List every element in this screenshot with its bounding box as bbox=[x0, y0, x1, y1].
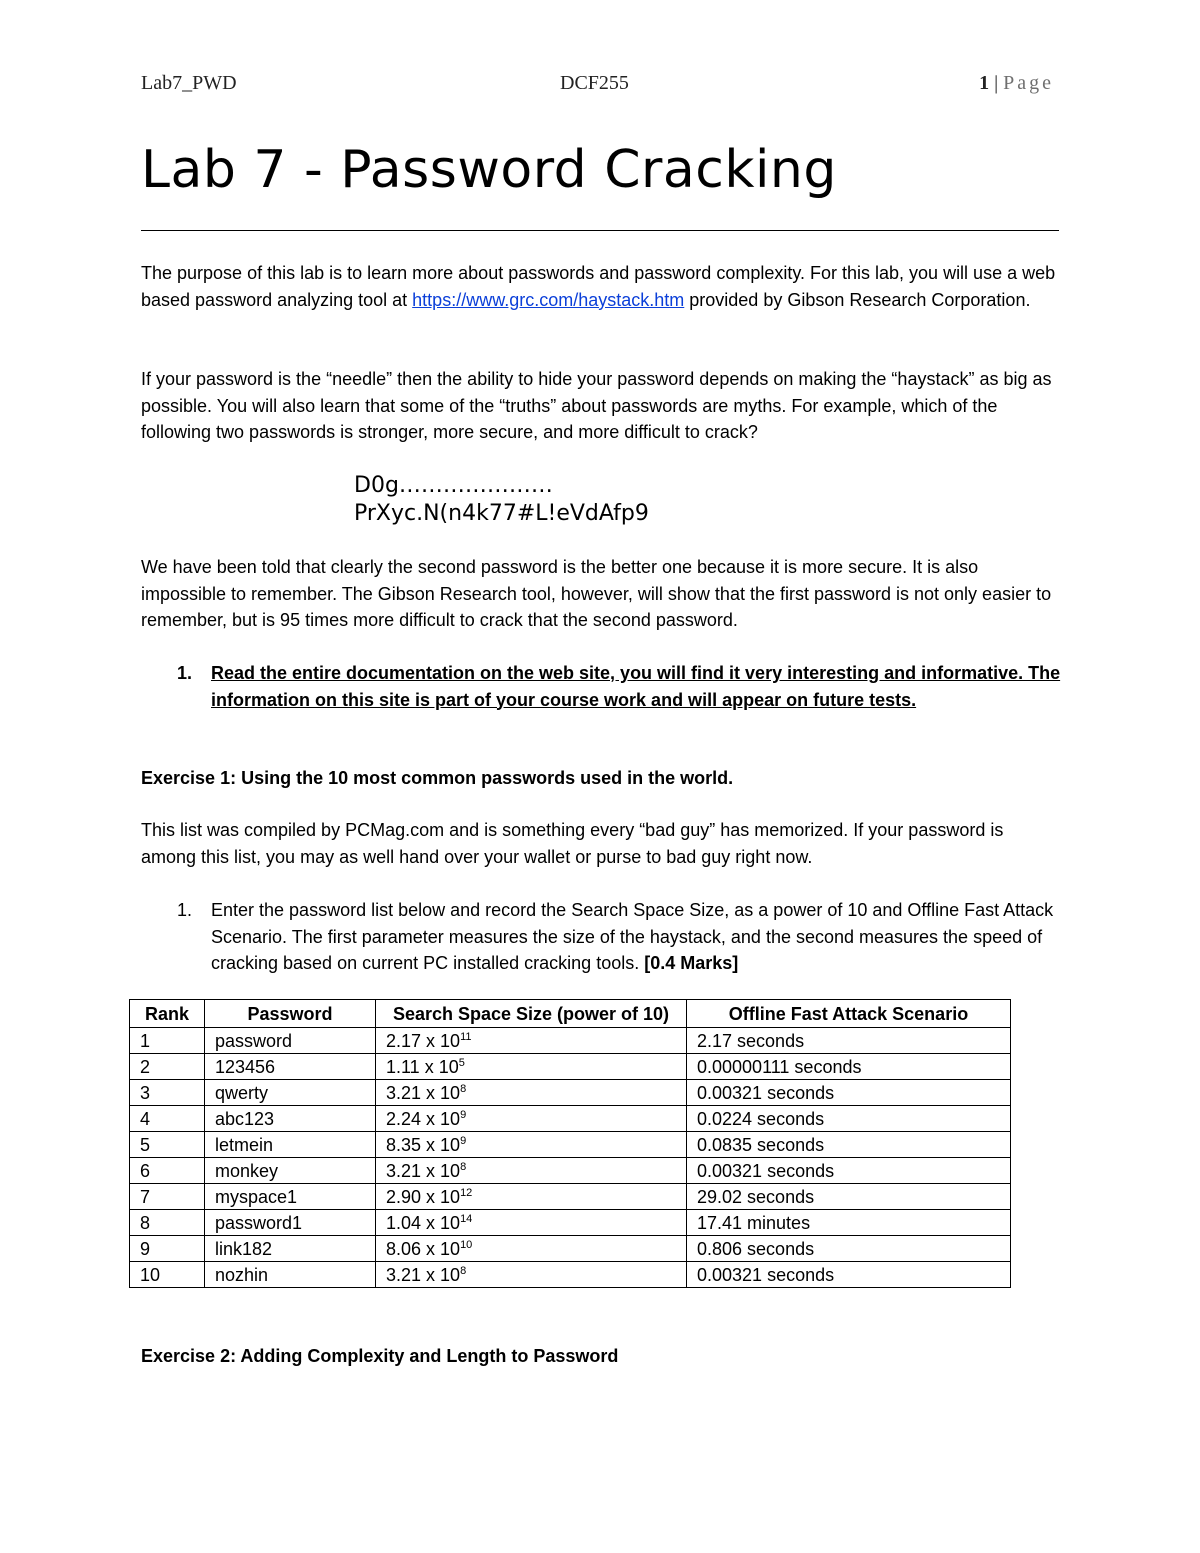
header-left: Lab7_PWD bbox=[141, 72, 237, 94]
cell-password: link182 bbox=[205, 1236, 376, 1262]
table-row bbox=[130, 1106, 1011, 1132]
list-item-text: Read the entire documentation on the web site, you will find it very interesting and informative. The information on this site is part of your course work and will appear on future tests. bbox=[211, 663, 1061, 710]
header-password: Password bbox=[205, 1000, 376, 1028]
cell-search-space: 3.21 x $10^8$ bbox=[376, 1158, 687, 1184]
cell-search-space: 2.90 x $10^{12}$ bbox=[376, 1184, 687, 1210]
cell-password: letmein bbox=[205, 1132, 376, 1158]
cell-attack-time: 0.00321 seconds bbox=[687, 1080, 1011, 1106]
cell-attack-time: 2.17 seconds bbox=[687, 1028, 1011, 1054]
cell-search-space: 2.24 x $10^9$ bbox=[376, 1106, 687, 1132]
intro-text-after: provided by Gibson Research Corporation. bbox=[684, 289, 1031, 310]
cell-rank: 3 bbox=[130, 1080, 205, 1106]
header-separator: | bbox=[989, 72, 1004, 94]
cell-search-space: 1.11 x $10^5$ bbox=[376, 1054, 687, 1080]
list-item-number: 1. bbox=[177, 663, 193, 683]
header-center: DCF255 bbox=[560, 72, 629, 94]
intro-paragraph bbox=[141, 260, 1061, 313]
comparison-paragraph: We have been told that clearly the second password is the better one because it is more secure. It is also impossible to remember. The Gibson Research tool, however, will show that the first password is not only easier to remember, but is 95 times more difficult to crack that the second password. bbox=[141, 557, 1052, 630]
cell-attack-time: 29.02 seconds bbox=[687, 1184, 1011, 1210]
cell-rank: 7 bbox=[130, 1184, 205, 1210]
step-text bbox=[211, 897, 1061, 977]
cell-search-space: 3.21 x $10^8$ bbox=[376, 1080, 687, 1106]
table-row bbox=[130, 1028, 1011, 1054]
exercise2-heading: Exercise 2: Adding Complexity and Length to Password bbox=[141, 1346, 619, 1366]
cell-password: myspace1 bbox=[205, 1184, 376, 1210]
cell-rank: 6 bbox=[130, 1158, 205, 1184]
page-number: 1 bbox=[979, 72, 990, 94]
page-word: Page bbox=[1003, 72, 1054, 94]
cell-search-space: 3.21 x $10^8$ bbox=[376, 1262, 687, 1288]
header-page-indicator bbox=[979, 72, 1054, 95]
title-rule bbox=[141, 230, 1059, 231]
cell-password: abc123 bbox=[205, 1106, 376, 1132]
table-row bbox=[130, 1158, 1011, 1184]
table-row bbox=[130, 1262, 1011, 1288]
step-number: 1. bbox=[177, 900, 193, 920]
header-rank: Rank bbox=[130, 1000, 205, 1028]
table-row bbox=[130, 1054, 1011, 1080]
cell-rank: 10 bbox=[130, 1262, 205, 1288]
cell-rank: 8 bbox=[130, 1210, 205, 1236]
table-row bbox=[130, 1132, 1011, 1158]
cell-password: 123456 bbox=[205, 1054, 376, 1080]
cell-search-space: 8.35 x $10^9$ bbox=[376, 1132, 687, 1158]
cell-password: qwerty bbox=[205, 1080, 376, 1106]
cell-rank: 9 bbox=[130, 1236, 205, 1262]
cell-attack-time: 0.0835 seconds bbox=[687, 1132, 1011, 1158]
table-row bbox=[130, 1184, 1011, 1210]
cell-rank: 2 bbox=[130, 1054, 205, 1080]
cell-attack-time: 0.0224 seconds bbox=[687, 1106, 1011, 1132]
example-password-second: PrXyc.N(n4k77#L!eVdAfp9 bbox=[354, 501, 649, 526]
cell-rank: 4 bbox=[130, 1106, 205, 1132]
cell-search-space: 2.17 x $10^{11}$ bbox=[376, 1028, 687, 1054]
cell-search-space: 8.06 x $10^{10}$ bbox=[376, 1236, 687, 1262]
intro-text-before: The purpose of this lab is to learn more about passwords and password complexity. For this lab, you will use a web based password analyzing tool at bbox=[141, 263, 1056, 310]
cell-password: password bbox=[205, 1028, 376, 1054]
cell-attack-time: 0.00321 seconds bbox=[687, 1158, 1011, 1184]
document-title: Lab 7 - Password Cracking bbox=[141, 140, 837, 200]
cell-password: nozhin bbox=[205, 1262, 376, 1288]
cell-rank: 1 bbox=[130, 1028, 205, 1054]
cell-attack-time: 0.806 seconds bbox=[687, 1236, 1011, 1262]
cell-attack-time: 0.00321 seconds bbox=[687, 1262, 1011, 1288]
table-row bbox=[130, 1236, 1011, 1262]
password-table bbox=[129, 999, 1011, 1288]
table-row bbox=[130, 1210, 1011, 1236]
cell-attack-time: 0.00000111 seconds bbox=[687, 1054, 1011, 1080]
header-offline-attack: Offline Fast Attack Scenario bbox=[687, 1000, 1011, 1028]
exercise1-paragraph: This list was compiled by PCMag.com and is something every “bad guy” has memorized. If your password is among this list, you may as well hand over your wallet or purse to bad guy right now. bbox=[141, 820, 1004, 867]
example-password-first: D0g………………… bbox=[354, 473, 553, 498]
exercise1-heading: Exercise 1: Using the 10 most common passwords used in the world. bbox=[141, 768, 734, 788]
cell-attack-time: 17.41 minutes bbox=[687, 1210, 1011, 1236]
needle-paragraph: If your password is the “needle” then the ability to hide your password depends on making the “haystack” as big as possible. You will also learn that some of the “truths” about passwords are myths. For example, which of the following two passwords is stronger, more secure, and more difficult to crack? bbox=[141, 369, 1052, 442]
cell-rank: 5 bbox=[130, 1132, 205, 1158]
header-search-space: Search Space Size (power of 10) bbox=[376, 1000, 687, 1028]
cell-password: monkey bbox=[205, 1158, 376, 1184]
table-header-row bbox=[130, 1000, 1011, 1028]
step-marks: [0.4 Marks] bbox=[644, 953, 739, 973]
example-passwords bbox=[354, 472, 649, 528]
cell-password: password1 bbox=[205, 1210, 376, 1236]
table-row bbox=[130, 1080, 1011, 1106]
cell-search-space: 1.04 x $10^{14}$ bbox=[376, 1210, 687, 1236]
step-text-body: Enter the password list below and record the Search Space Size, as a power of 10 and Offline Fast Attack Scenario. The first parameter measures the size of the haystack, and the second measures the speed of cracking based on current PC installed cracking tools. bbox=[211, 900, 1054, 973]
haystack-link[interactable]: https://www.grc.com/haystack.htm bbox=[412, 289, 685, 310]
